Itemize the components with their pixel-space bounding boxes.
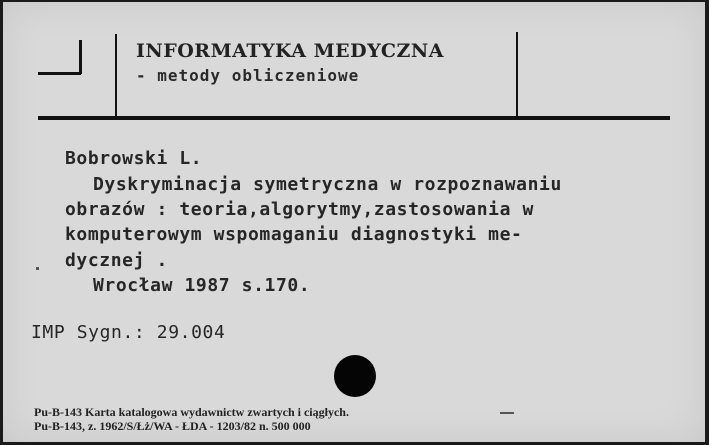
footer-line-1: Pu-B-143 Karta katalogowa wydawnictw zwartych i ciągłych. (34, 405, 349, 419)
call-number: IMP Sygn.: 29.004 (31, 322, 226, 343)
footer-line-2: Pu-B-143, z. 1962/S/Łż/WA - ŁDA - 1203/82 n. 500 000 (34, 419, 311, 433)
header-bottom-rule (38, 116, 670, 120)
speck (500, 412, 514, 414)
author: Bobrowski L. (65, 148, 203, 169)
subject-subheading: - metody obliczeniowe (136, 66, 360, 85)
subject-heading: INFORMATYKA MEDYCZNA (136, 40, 444, 62)
title-line-2: obrazów : teoria,algorytmy,zastosowania w (65, 199, 534, 220)
imprint: Wrocław 1987 s.170. (93, 275, 311, 296)
speck (36, 267, 39, 270)
corner-mark-horizontal (38, 72, 81, 75)
title-line-4: dycznej . (65, 250, 168, 271)
header-right-rule (516, 32, 518, 116)
catalog-card (3, 2, 705, 442)
header-left-rule (115, 34, 117, 116)
corner-mark-vertical (79, 40, 82, 74)
title-line-3: komputerowym wspomaganiu diagnostyki me- (65, 224, 523, 245)
title-line-1: Dyskryminacja symetryczna w rozpoznawaniu (93, 174, 562, 195)
punch-hole (334, 355, 376, 397)
